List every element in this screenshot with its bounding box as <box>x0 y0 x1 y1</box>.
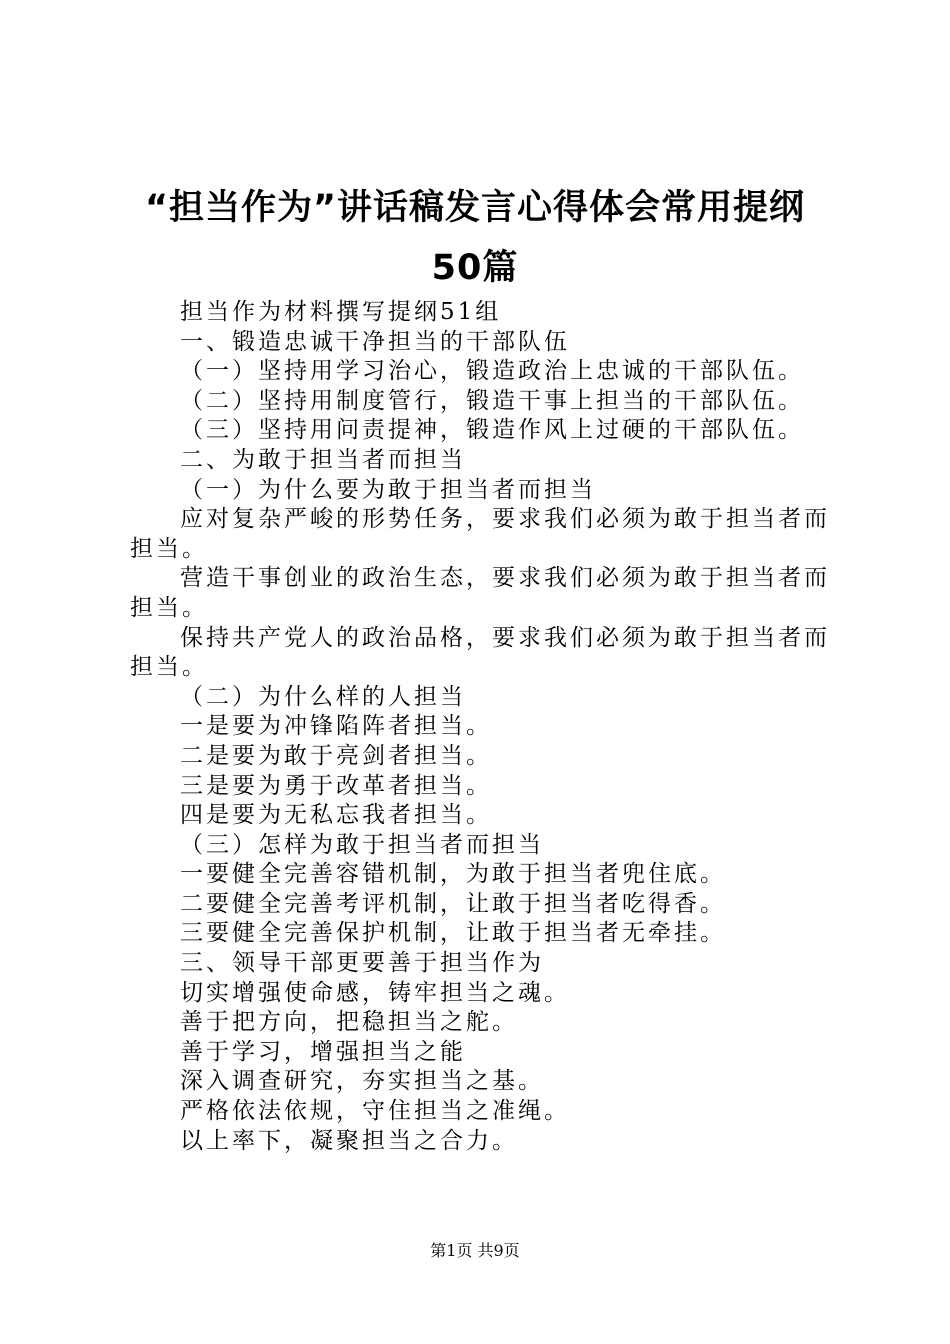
subsection-heading: （三）怎样为敢于担当者而担当 <box>180 831 544 858</box>
document-body <box>130 298 835 1156</box>
section-heading: 一、锻造忠诚干净担当的干部队伍 <box>180 328 570 355</box>
paragraph: 善于把方向，把稳担当之舵。 <box>180 1009 518 1036</box>
paragraph: 担当作为材料撰写提纲51组 <box>180 299 502 325</box>
paragraph: （三）坚持用问责提神，锻造作风上过硬的干部队伍。 <box>180 417 804 444</box>
paragraph: 三是要为勇于改革者担当。 <box>180 772 492 799</box>
paragraph: 严格依法依规，守住担当之准绳。 <box>180 1098 570 1125</box>
paragraph: 切实增强使命感，铸牢担当之魂。 <box>180 979 570 1006</box>
paragraph: 以上率下，凝聚担当之合力。 <box>180 1127 518 1154</box>
section-heading: 二、为敢于担当者而担当 <box>180 446 466 473</box>
paragraph: 保持共产党人的政治品格，要求我们必须为敢于担当者而担当。 <box>130 624 830 681</box>
paragraph: 一是要为冲锋陷阵者担当。 <box>180 713 492 740</box>
paragraph: 一要健全完善容错机制，为敢于担当者兜住底。 <box>180 861 726 888</box>
paragraph: （二）坚持用制度管行，锻造干事上担当的干部队伍。 <box>180 387 804 414</box>
page-footer: 第1页 共9页 <box>430 1241 520 1260</box>
paragraph: 二要健全完善考评机制，让敢于担当者吃得香。 <box>180 890 726 917</box>
paragraph: 四是要为无私忘我者担当。 <box>180 802 492 829</box>
paragraph: （一）坚持用学习治心，锻造政治上忠诚的干部队伍。 <box>180 358 804 385</box>
paragraph: 三要健全完善保护机制，让敢于担当者无牵挂。 <box>180 920 726 947</box>
paragraph: 二是要为敢于亮剑者担当。 <box>180 742 492 769</box>
subsection-heading: （一）为什么要为敢于担当者而担当 <box>180 476 596 503</box>
paragraph: 营造干事创业的政治生态，要求我们必须为敢于担当者而担当。 <box>130 565 830 621</box>
document-title-line-2: 50篇 <box>431 248 519 288</box>
paragraph: 善于学习，增强担当之能 <box>180 1038 466 1065</box>
paragraph: 应对复杂严峻的形势任务，要求我们必须为敢于担当者而担当。 <box>130 506 830 562</box>
paragraph: 深入调查研究，夯实担当之基。 <box>180 1068 544 1095</box>
section-heading: 三、领导干部更要善于担当作为 <box>180 950 544 977</box>
document-title-line-1: “担当作为”讲话稿发言心得体会常用提纲 <box>144 188 805 228</box>
subsection-heading: （二）为什么样的人担当 <box>180 683 466 710</box>
